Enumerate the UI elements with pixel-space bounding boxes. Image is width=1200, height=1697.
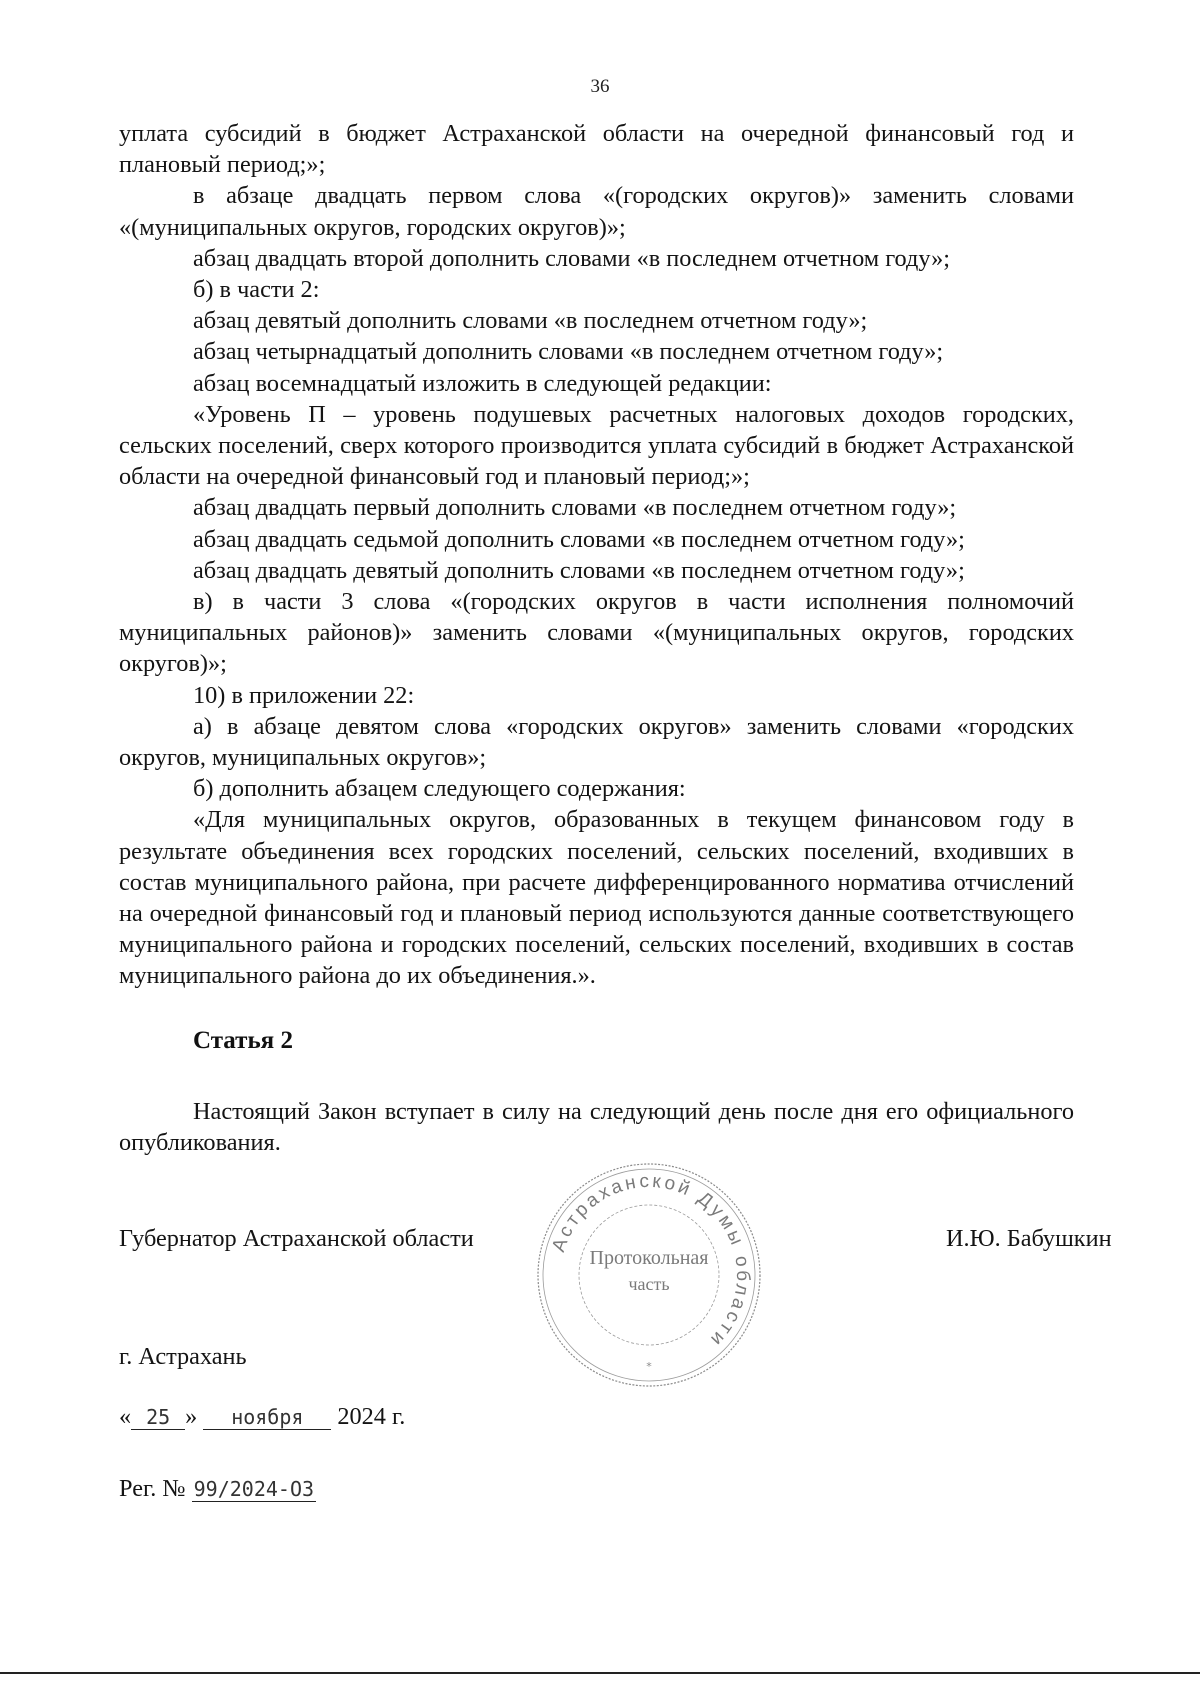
date-close-quote: » <box>185 1403 198 1430</box>
paragraph: уплата субсидий в бюджет Астраханской области на очередной финансовый год и плановый период;»; <box>119 120 1074 179</box>
paragraph: в абзаце двадцать первом слова «(городских округов)» заменить словами «(муниципальных округов, городских округов)»; <box>119 182 1074 241</box>
place-of-signing: г. Астрахань <box>119 1343 247 1370</box>
paragraph: абзац четырнадцатый дополнить словами «в последнем отчетном году»; <box>193 338 944 366</box>
paragraph: абзац восемнадцатый изложить в следующей редакции: <box>193 369 772 397</box>
date-month: ноября <box>203 1405 331 1430</box>
paragraph: абзац двадцать девятый дополнить словами «в последнем отчетном году»; <box>193 556 965 584</box>
article-text: Настоящий Закон вступает в силу на следующий день после дня его официального опубликования. <box>119 1098 1074 1157</box>
paragraph: «Уровень П – уровень подушевых расчетных налоговых доходов городских, сельских поселений, сверх которого производится уплата субсидий в бюджет Астраханской области на очередной финансовый год и плановый период;»; <box>119 400 1074 491</box>
paragraph: абзац двадцать второй дополнить словами «в последнем отчетном году»; <box>193 244 951 272</box>
paragraph: абзац двадцать первый дополнить словами «в последнем отчетном году»; <box>193 494 957 522</box>
seal-graphic <box>534 1160 764 1390</box>
seal-center-line1: Протокольная <box>589 1247 709 1269</box>
page-number: 36 <box>590 76 610 97</box>
paragraph: б) в части 2: <box>193 276 320 304</box>
paragraph: б) дополнить абзацем следующего содержания: <box>193 775 686 803</box>
article-heading: Статья 2 <box>193 1027 293 1054</box>
registration-label: Рег. № <box>119 1475 186 1502</box>
paragraph: 10) в приложении 22: <box>193 681 415 709</box>
signatory-title: Губернатор Астраханской области <box>119 1225 474 1252</box>
law-amendments-text <box>119 118 1074 992</box>
seal-center-line2: часть <box>628 1274 670 1294</box>
paragraph: абзац девятый дополнить словами «в последнем отчетном году»; <box>193 307 868 335</box>
signing-date <box>119 1403 405 1431</box>
paragraph: абзац двадцать седьмой дополнить словами «в последнем отчетном году»; <box>193 525 965 553</box>
date-open-quote: « <box>119 1403 132 1430</box>
registration-number: 99/2024-ОЗ <box>193 1477 315 1501</box>
seal-ring-text: Астраханской Думы области <box>548 1170 754 1352</box>
paragraph: «Для муниципальных округов, образованных в текущем финансовом году в результате объединения всех городских поселений, сельских поселений, входивших в состав муниципального района, при расчете дифференцированного норматива отчислений на очередной финансовый год и плановый период используются данные соответствующего муниципального района и городских поселений, сельских поселений, входивших в состав муниципального района до их объединения.». <box>119 806 1074 990</box>
official-seal <box>534 1160 764 1390</box>
paragraph: в) в части 3 слова «(городских округов в части исполнения полномочий муниципальных районов)» заменить словами «(муниципальных округов, городских округов)»; <box>119 588 1074 678</box>
date-day: 25 <box>131 1405 185 1430</box>
date-year: 2024 г. <box>337 1403 406 1430</box>
bottom-divider <box>0 1672 1200 1674</box>
signatory-name: И.Ю. Бабушкин <box>946 1225 1112 1252</box>
seal-star-icon: * <box>646 1360 652 1373</box>
registration-number-line <box>119 1475 316 1503</box>
paragraph: а) в абзаце девятом слова «городских округов» заменить словами «городских округов, муниципальных округов»; <box>119 712 1074 772</box>
